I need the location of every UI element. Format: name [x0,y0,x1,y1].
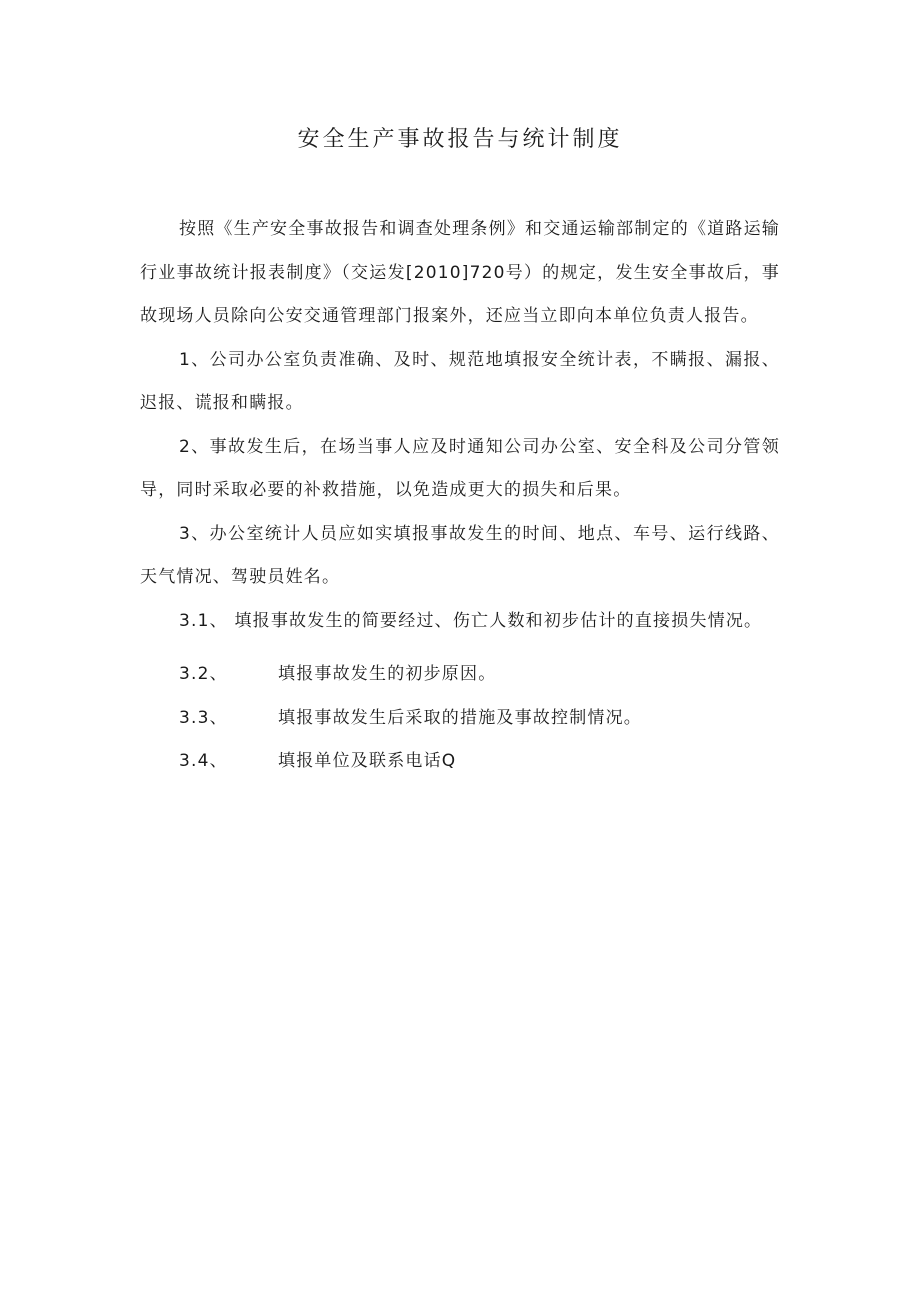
item-3-1-paragraph: 3.1、 填报事故发生的简要经过、伤亡人数和初步估计的直接损失情况。 [179,610,763,631]
sub-item-3-4 [140,740,780,784]
intro-paragraph: 按照《生产安全事故报告和调查处理条例》和交通运输部制定的《道路运输行业事故统计报表制度》（交运发[2010]720号）的规定，发生安全事故后，事故现场人员除向公安交通管理部门报案外，还应当立即向本单位负责人报告。 [140,219,780,326]
sub-item-number: 3.3、 [179,707,228,728]
sub-item-3-2 [140,653,780,697]
sub-item-number: 3.2、 [179,664,228,684]
document-body [140,208,780,784]
sub-item-text: 填报事故发生的初步原因。 [278,664,497,684]
sub-item-text: 填报单位及联系电话Q [278,751,457,771]
item-3-paragraph: 3、办公室统计人员应如实填报事故发生的时间、地点、车号、运行线路、天气情况、驾驶员姓名。 [140,523,780,587]
sub-item-text: 填报事故发生后采取的措施及事故控制情况。 [278,707,642,728]
item-2-paragraph: 2、事故发生后，在场当事人应及时通知公司办公室、安全科及公司分管领导，同时采取必要的补救措施，以免造成更大的损失和后果。 [140,436,780,500]
sub-item-number: 3.4、 [179,751,228,771]
document-title: 安全生产事故报告与统计制度 [297,127,623,152]
sub-item-3-3 [140,697,780,741]
item-1-paragraph: 1、公司办公室负责准确、及时、规范地填报安全统计表，不瞒报、漏报、迟报、谎报和瞒报。 [140,349,780,413]
